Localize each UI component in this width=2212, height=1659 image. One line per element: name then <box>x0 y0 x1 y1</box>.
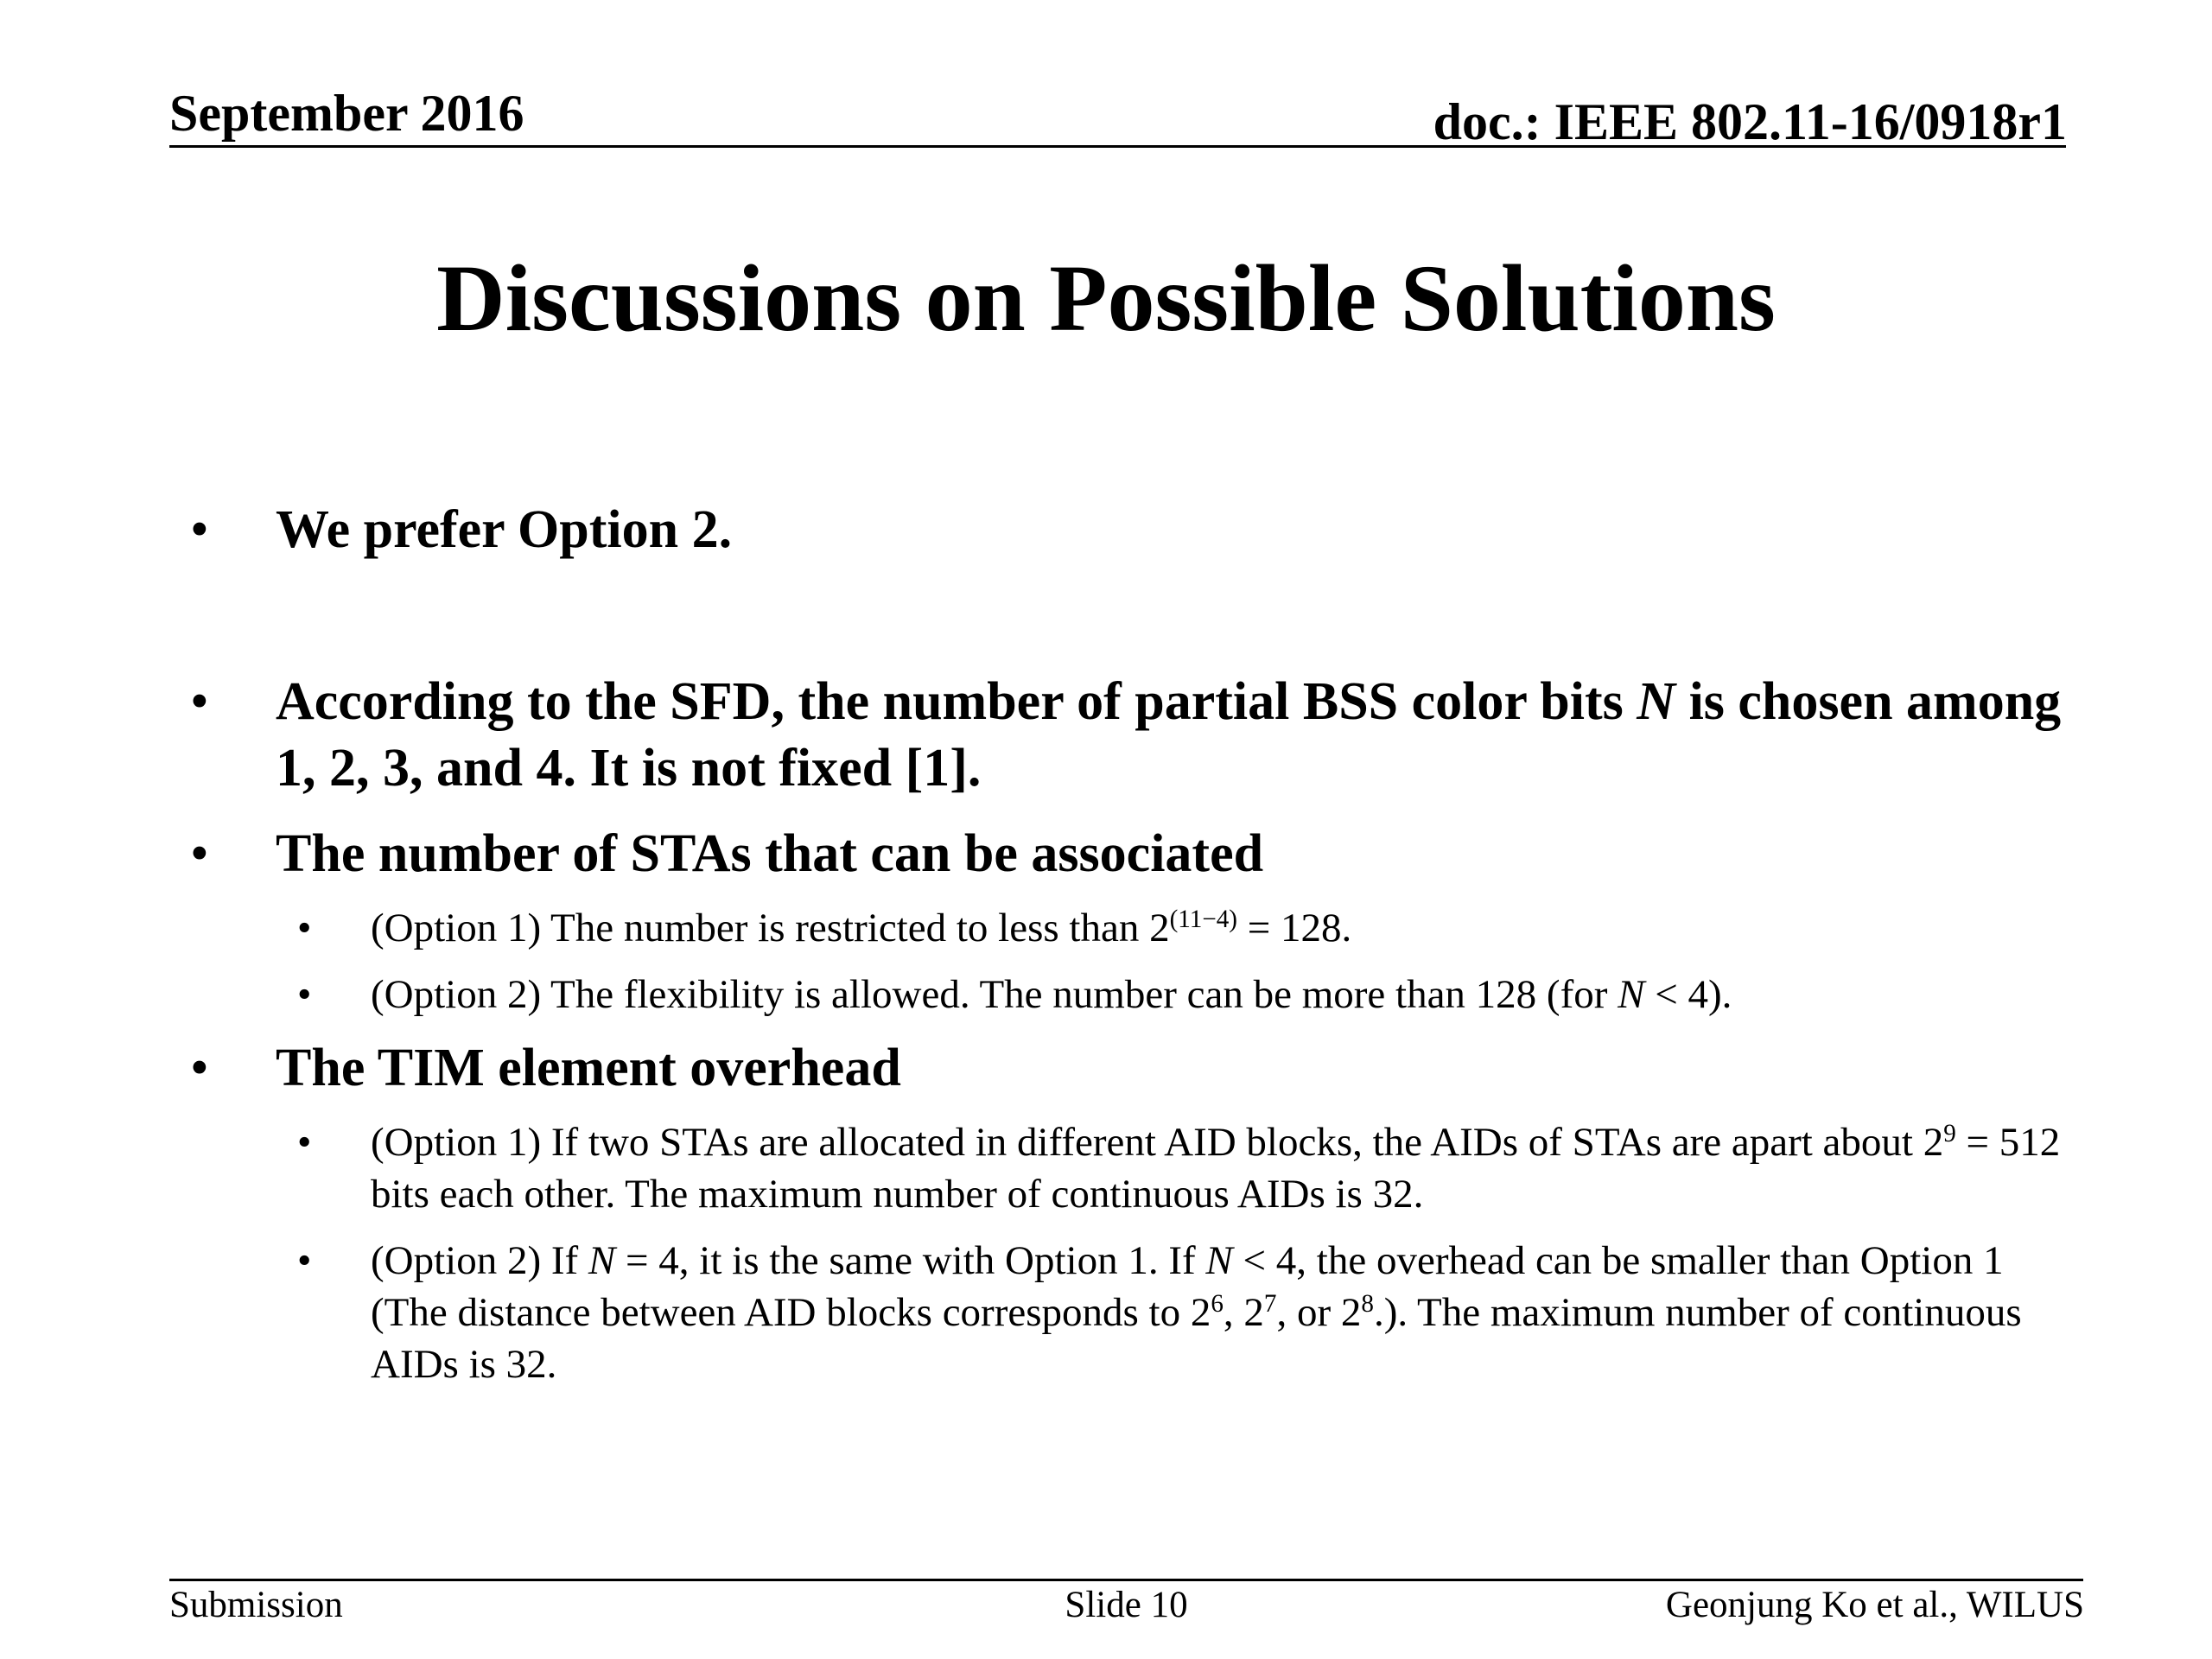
sub-bullet-stas-option1 <box>169 902 2070 954</box>
sub-bullet-text: (Option 2) The flexibility is allowed. The number can be more than 128 (for <box>371 972 1618 1017</box>
bullet-dot: • <box>297 1120 312 1165</box>
sub-bullet-text: , or 2 <box>1276 1290 1362 1335</box>
bullet-text: is chosen among 1, 2, 3, and 4. It is not fixed [1]. <box>276 672 2062 798</box>
sub-bullet-text: < 4). <box>1644 972 1732 1017</box>
bullet-dot: • <box>190 500 209 559</box>
bullet-tim-overhead <box>169 1035 2070 1102</box>
footer-slide-number: Slide 10 <box>1065 1585 1188 1625</box>
bullet-dot: • <box>297 1238 312 1283</box>
sub-bullet-text: (Option 1) The number is restricted to less than 2 <box>371 906 1170 950</box>
var-n: N <box>1618 972 1645 1017</box>
bullet-sfd-color-bits <box>169 669 2070 802</box>
header-doc-number: doc.: IEEE 802.11-16/0918r1 <box>1433 93 2067 150</box>
bullet-dot: • <box>190 824 209 883</box>
exponent: 7 <box>1263 1289 1277 1318</box>
exponent: 8 <box>1361 1289 1374 1318</box>
sub-bullet-text: = 512 bits each other. The maximum number of continuous AIDs is 32. <box>371 1120 2061 1217</box>
footer-rule <box>169 1579 2083 1581</box>
bullet-dot: • <box>297 972 312 1017</box>
var-n: N <box>1637 672 1676 731</box>
var-n: N <box>588 1238 616 1283</box>
header-rule <box>169 145 2066 148</box>
sub-bullet-text: .). The maximum number of continuous AIDs is 32. <box>371 1290 2022 1387</box>
bullet-dot: • <box>297 906 312 950</box>
footer-submission: Submission <box>169 1585 343 1625</box>
sub-bullet-tim-option2 <box>169 1235 2070 1390</box>
sub-bullet-text: = 128. <box>1237 906 1352 950</box>
bullet-text: We prefer Option 2. <box>276 500 733 559</box>
sub-bullet-text: (Option 2) If <box>371 1238 588 1283</box>
bullet-dot: • <box>190 1039 209 1097</box>
header-date: September 2016 <box>169 85 524 142</box>
exponent: 9 <box>1943 1119 1956 1147</box>
sub-bullet-text: = 4, it is the same with Option 1. If <box>615 1238 1206 1283</box>
bullet-number-of-stas <box>169 821 2070 887</box>
sub-bullet-text: (Option 1) If two STAs are allocated in different AID blocks, the AIDs of STAs are apart about 2 <box>371 1120 1944 1165</box>
slide-content <box>169 497 2070 1390</box>
exponent: 6 <box>1211 1289 1224 1318</box>
slide-title: Discussions on Possible Solutions <box>436 245 1776 351</box>
exponent: (11−4) <box>1169 905 1238 933</box>
bullet-text: The TIM element overhead <box>276 1039 901 1097</box>
bullet-text: According to the SFD, the number of partial BSS color bits <box>276 672 1637 731</box>
bullet-text: The number of STAs that can be associated <box>276 824 1264 883</box>
bullet-prefer-option <box>169 497 2070 563</box>
sub-bullet-text: , 2 <box>1223 1290 1264 1335</box>
sub-bullet-tim-option1 <box>169 1116 2070 1220</box>
bullet-dot: • <box>190 672 209 731</box>
footer-authors: Geonjung Ko et al., WILUS <box>1665 1585 2084 1625</box>
var-n: N <box>1205 1238 1233 1283</box>
sub-bullet-text: < 4, the overhead can be smaller than Option 1 (The distance between AID blocks corresponds to 2 <box>371 1238 2004 1335</box>
sub-bullet-stas-option2 <box>169 969 2070 1020</box>
